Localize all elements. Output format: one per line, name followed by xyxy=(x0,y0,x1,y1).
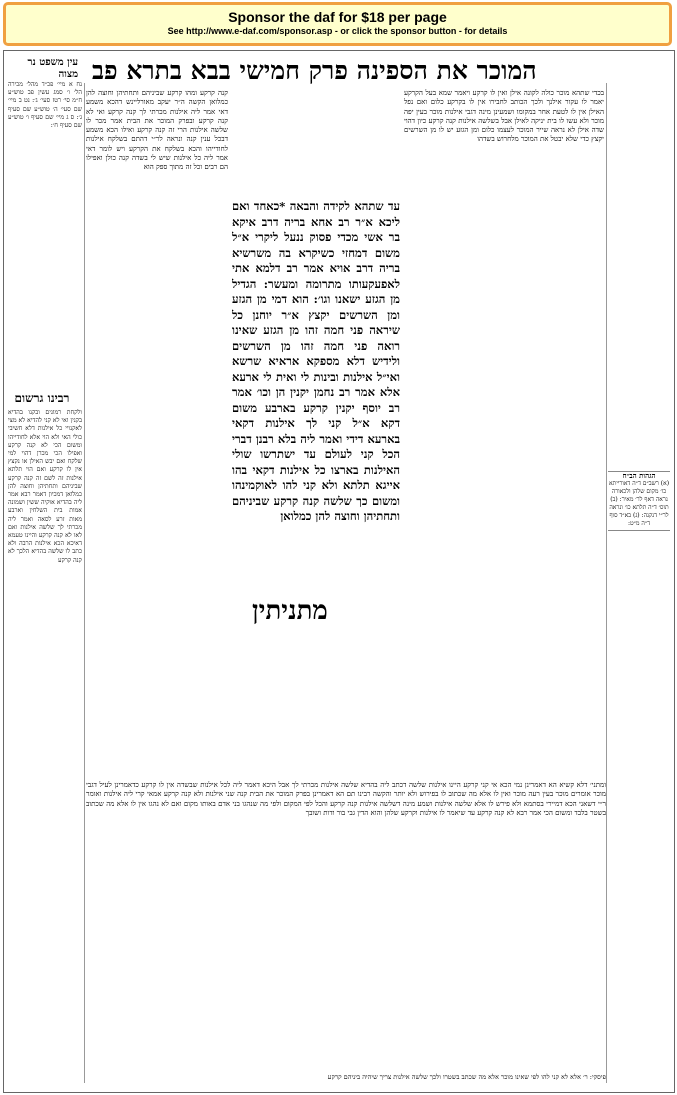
ein-mishpat-title: עין משפט נר מצוה xyxy=(27,57,78,80)
lower-commentary: ומתני׳ דלא קשיא הא דאמרינן נמי הכא אי קני קרקע היינו אילנות שלשה דכתב ליה בהדיא שלשה אילנות מכרתי לך אבל היכא דאמר ליה לכל אילנות שבשדה אין לו קרקע כדאמרינן לעיל דגבי מוכר אומרים מוכר בעין רעה מוכר ואין לו אלא מה שכתוב לו בפירוש ולא יותר והקשה רבינו תם הא דאמרינן בפרק המוכר את הבית קנה שני אילנות ולא קנה קרקע אמאי קרי ליה אילנות ואומר ר״י דשאני הכא דמיירי בסתמא ולא פירש לו אלא שלשה אילנות ושמע מינה דשלשה אילנות קנה קרקע והכל לפי המקום ולפי מה שנהגו בני אדם באותו מקום ואם לא נהגו אין לו אלא מה שכתוב בשטר בלבד ומשום הכי אמר רבא לא קנה קרקע עד שיאמר לו אילנות וקרקע שלהן והוא הדין גבי בור ודות ושובך xyxy=(86,781,606,817)
gemara-main-text: עד שתהא לקידה והבאה *כאחד ואם ליכא א״ר רב אחא בריה דרב איקא בר אשי מכדי פסוק ננעל ליקרי א״ל משום דמחזי כשיקרא בה משרשיא בריה דרב אויא אמר רב דלמא אתי לאפעקעותו מתרומה ומעשר: הגדיל מן הגזע ישאנו וגו׳: הוא דמי מן הגזע ומן השרשים יקצץ א״ר יוחנן כל שיראה פני חמה זהו מן הגזע שאינו רואה פני חמה זהו מן השרשים ולידיש דלא מספקא אראיא שרשא ואי״ל אילנות ובינות לי ואית לי ארעא אלא אמר רב נחמן יקנין הן וכו׳ אמר רב יוסף יקנין קרקע בארבע משום דקא א״ל קני לך אילנות דקאי בארעא דידי ואמר ליה בלא רבנן דברי הכל קני לעולם עד ישתרשו שולי האילנות בארצו כל אילנות דקאי בהו אייגא תלתא ולא קני להו לאוקמינהו ומשום כך שלשה קנה קרקע שביניהם ותחתיהן וחוצה להן כמלואן xyxy=(232,199,400,523)
hagahot-habach-box xyxy=(608,471,670,531)
sponsor-title[interactable]: Sponsor the daf for $18 per page xyxy=(228,9,447,25)
sponsor-banner[interactable] xyxy=(3,2,672,46)
rabbeinu-gershom-title: רבינו גרשום xyxy=(14,391,70,405)
rashi-column: בכדי שתהא מוכר כולה לקונה אילן ואין לו קרקע ויאמר שמא בעל הקרקע יאמר לו עקור אילנך ולכך הכותב לחבירו אין לו בקרקע כלום ואם נפל האילן אין לו לטעת אחר במקומו ושמעינן מינה דגבי אילנות מוכר בעין יפה מוכר ולא עשו לו בית יניקה לאילן אבל בשלשה אילנות קנה קרקע כיון דהוי שדה אילן לא נראה שייר המוכר לעצמו כלום ומן הגזע יש לו מן השרשים יקצץ כדי שלא יבטל את המוכר מלחרוש בשדהו xyxy=(404,89,604,144)
rabbeinu-gershom-body: ולקחת רמונים ובקנו בהדיא בקנין ואי לא קני להדיא לא מצי לאקנויי כל אילנות דלא חשיבי כולי האי ולא הוי אלא לחודייהו ומשום הכי לא קנה קרקע ואפילו הכי מכרן דהוי למי שלקח ואם יבש האילן או נקצץ אין לו קרקע ואם הוי תלתא אילנות זה לשם זה קנה קרקע שביניהם ותחתיהן וחוצה להן כמלואן דמכיון דאמר רבא אמר ליה בהדיא אוקיה ששין ושמונה אמות בית השלחין וארבע מאות זרע לסאה ואמר ליה מכרתי לך שלשה אילנות ואם לאו לא קנה קרקע והיינו טעמא דאיכא הכא אילנות הרבה ולא כתב לו שלשה בהדיא הלכך לא קנה קרקע xyxy=(8,409,82,564)
hagahot-habach-body: (א) רשב״ם ד״ה דאורייתא כו׳ מקום שלהן ולכאורה נראה דאף לר׳ מאיר: (ב) תוס׳ ד״ה תלתא כו׳ ונראה לר״י דנקנה: (ג) בא״ד סוף ד״ה מ״ט: xyxy=(608,480,670,527)
bottom-note: פיסקי: ר׳ אלא לא קני להו לפי שאינו מוכר אלא מה שכתב בשטרו ולכך שלשה אילנות צריך שיהיה ביניהם קרקע xyxy=(327,1073,606,1081)
hagahot-habach-title: הגהות הב״ח xyxy=(622,471,656,480)
mishnah-marker: מתניתין xyxy=(252,596,328,626)
tosafot-column: קנה קרקע ומהו קרקע שביניהם ותחתיהן וחוצה להן כמלואן הקשה ה״ר יעקב מאורליינש דהכא משמע דאי אמר ליה אילנות מכרתי לך קנה קרקע ואי לא קנה קרקע ובפרק המוכר את הבית אמר מכר לו שלשה אילנות הרי זה קנה קרקע ואילו הכא משמע דבכל ענין קנה ונראה לר״י דהתם בשלקח אילנות לחודייהו והכא בשלקח את הקרקע ויש לומר דאי אמר ליה כל אילנות שיש לי בשדה קנה כולן ואפילו הם רבים וכל זה מתוך ספק הוא xyxy=(86,89,228,172)
talmud-page xyxy=(3,50,675,1093)
page-header-title: המוכר את הספינה פרק חמישי בבא בתרא פב xyxy=(92,56,537,85)
sponsor-subtitle[interactable]: See http://www.e-daf.com/sponsor.asp - or click the sponsor button - for details xyxy=(167,26,508,36)
ein-mishpat-body: נח א מיי׳ פכ״ד מהל׳ מכירה הל׳ ו׳ סמג עשין פב טוש״ע ח״מ סי׳ רטז סעי׳ ג׳: נט ב מיי׳ שם סעי׳ ה׳ טוש״ע שם סעיף ג׳: ס ג מיי׳ שם סעיף ו׳ טוש״ע שם סעיף ח׳: xyxy=(8,81,82,130)
margin-divider-right xyxy=(606,83,607,1083)
margin-divider-left xyxy=(84,83,85,1083)
